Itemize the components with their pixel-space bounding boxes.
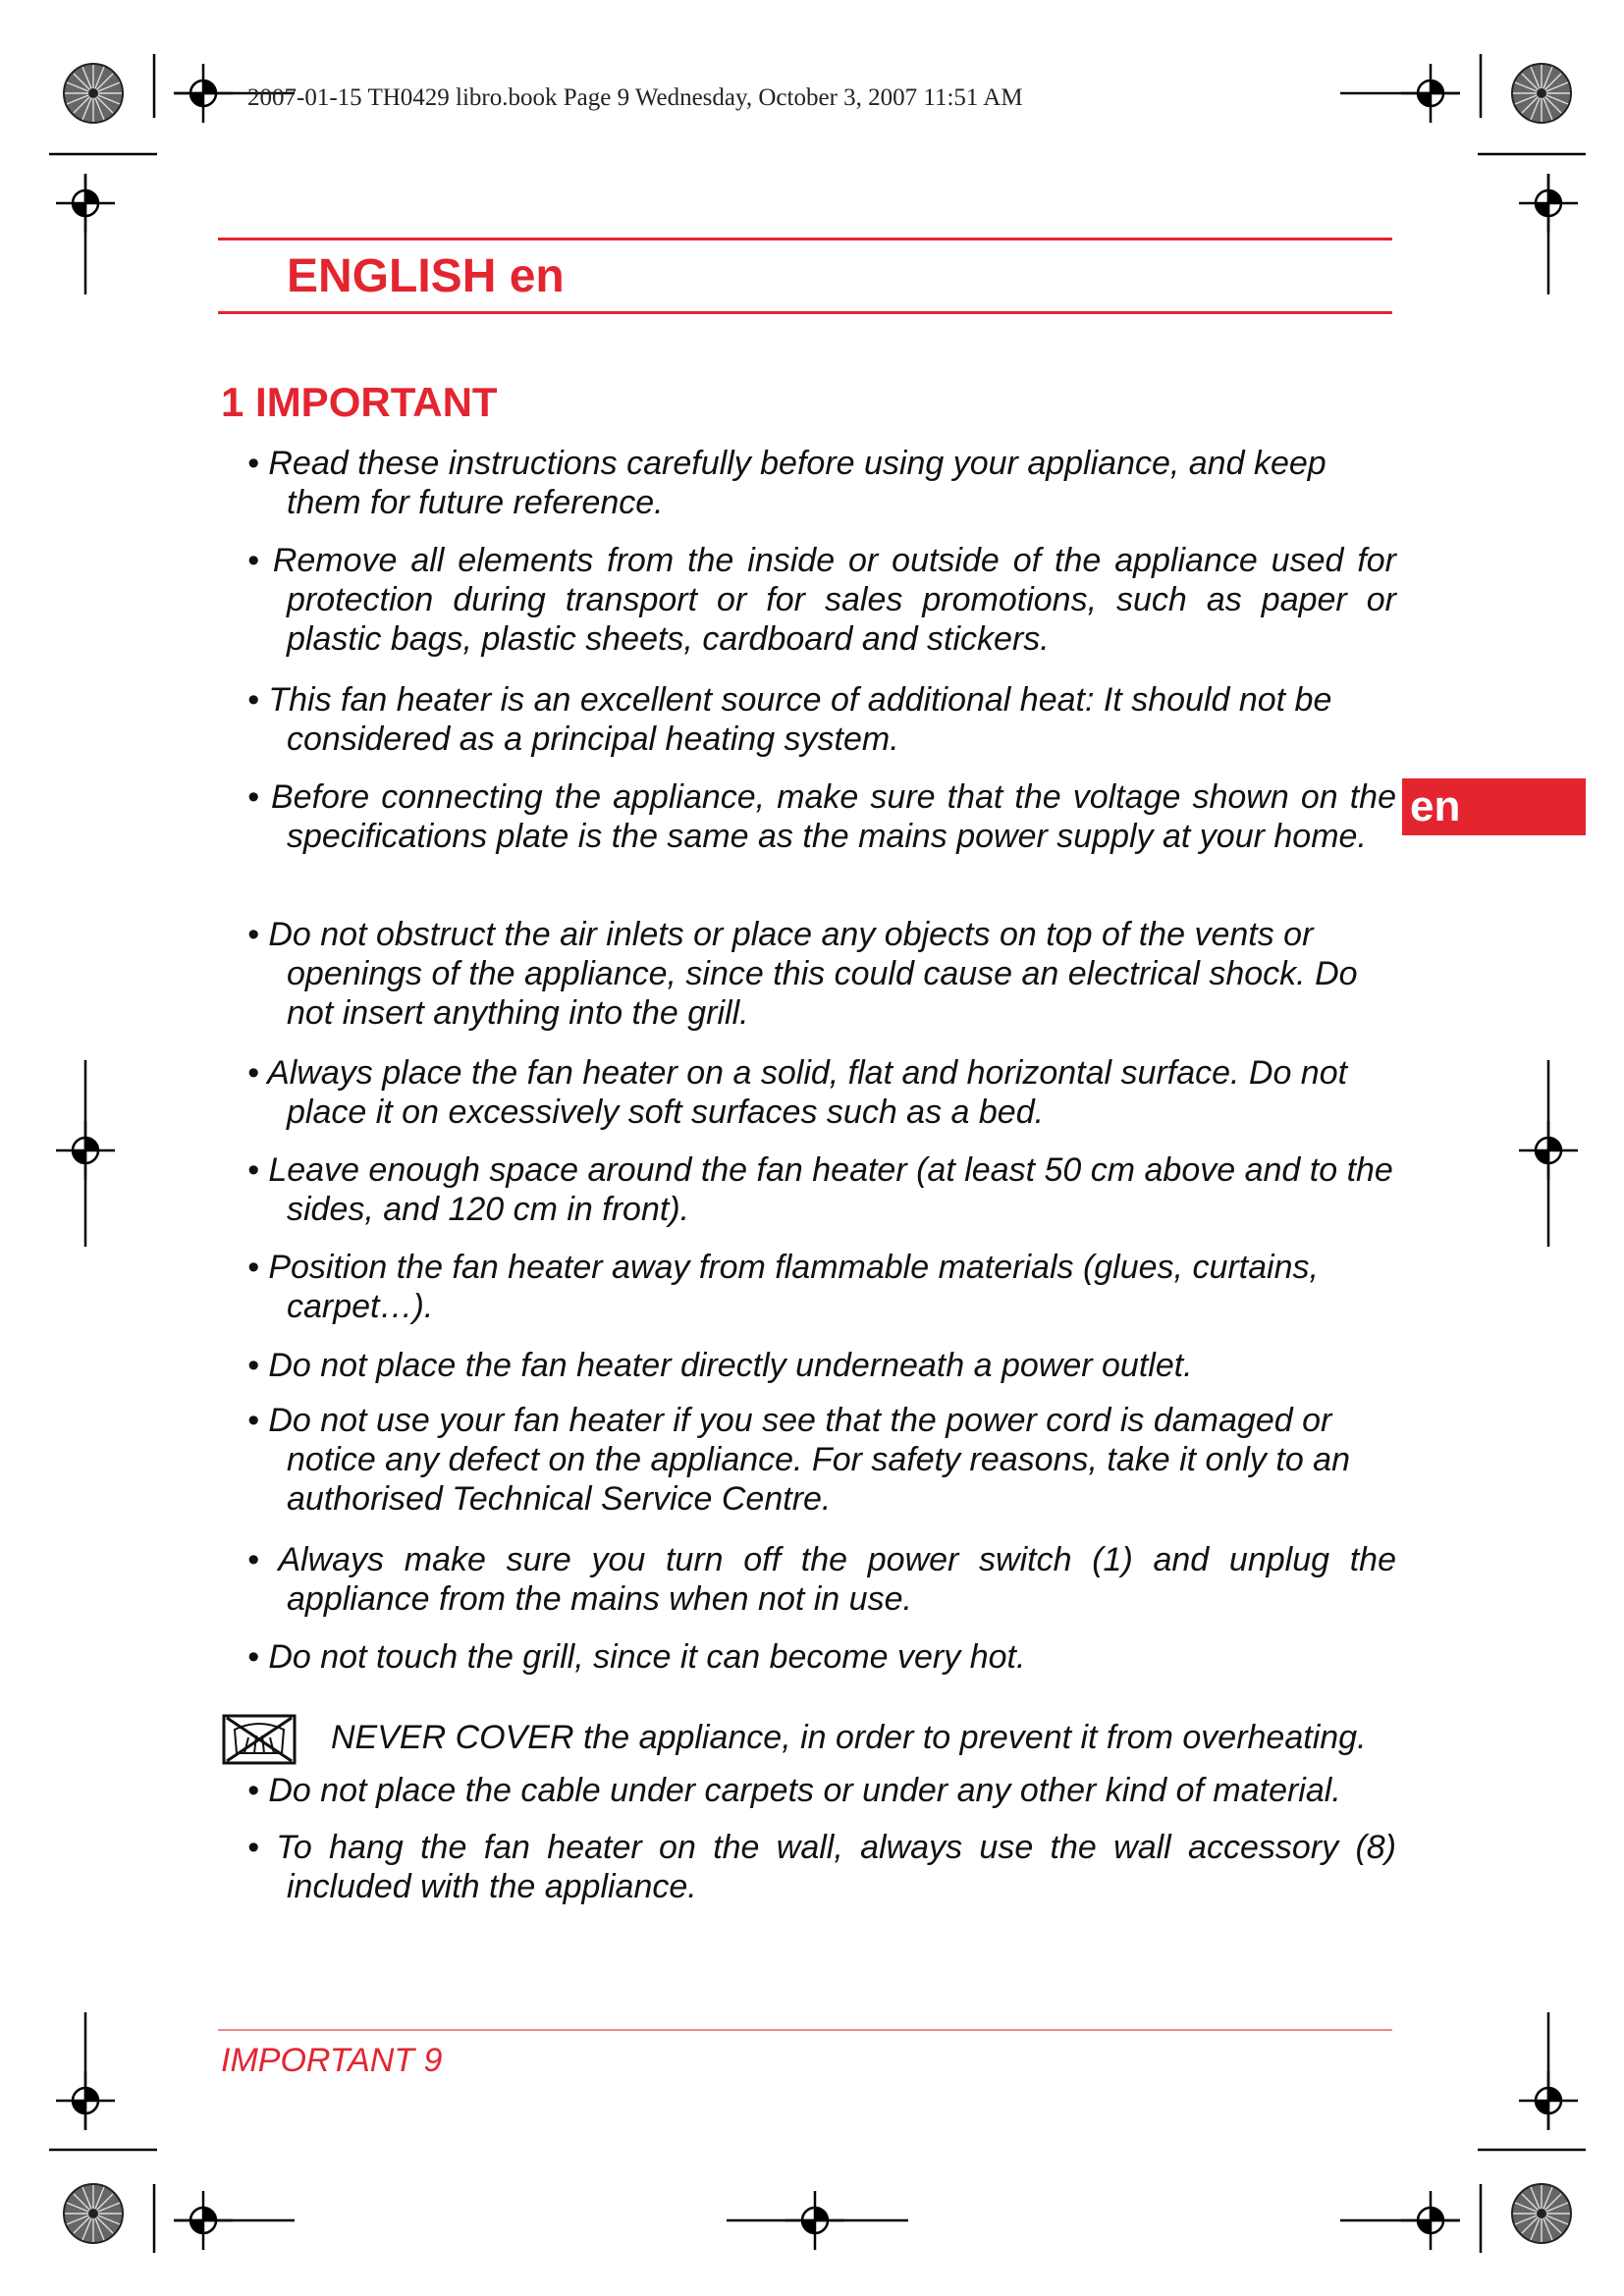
section-title: 1 IMPORTANT <box>221 379 498 425</box>
warning-text: NEVER COVER the appliance, in order to prevent it from overheating. <box>331 1719 1367 1756</box>
list-item: • Leave enough space around the fan heater (at least 50 cm above and to the sides, and 120 cm in front). <box>247 1151 1393 1228</box>
page-footer: IMPORTANT 9 <box>221 2042 443 2079</box>
print-slug: 2007-01-15 TH0429 libro.book Page 9 Wednesday, October 3, 2007 11:51 AM <box>247 84 1023 111</box>
language-title: ENGLISH en <box>287 250 565 302</box>
list-item: • Always place the fan heater on a solid, flat and horizontal surface. Do not place it on excessively soft surfaces such as a bed. <box>247 1054 1348 1131</box>
list-item: • To hang the fan heater on the wall, always use the wall accessory (8) included with the appliance. <box>247 1829 1396 1905</box>
do-not-cover-icon <box>221 1708 299 1767</box>
list-item: • Do not place the cable under carpets or under any other kind of material. <box>247 1772 1341 1809</box>
warning-note <box>221 1708 1399 1767</box>
title-rule-top <box>218 238 1392 240</box>
language-tab: en <box>1402 778 1586 835</box>
footer-rule <box>218 2029 1392 2031</box>
list-item: • Do not touch the grill, since it can become very hot. <box>247 1638 1026 1676</box>
list-item: • Position the fan heater away from flammable materials (glues, curtains, carpet…). <box>247 1249 1319 1325</box>
list-item: • Always make sure you turn off the power switch (1) and unplug the appliance from the mains when not in use. <box>247 1541 1396 1618</box>
list-item: • Do not obstruct the air inlets or place any objects on top of the vents or openings of the appliance, since this could cause an electrical shock. Do not insert anything into the grill. <box>247 916 1358 1032</box>
list-item: • Do not place the fan heater directly underneath a power outlet. <box>247 1347 1193 1384</box>
list-item: • Remove all elements from the inside or outside of the appliance used for protection during transport or for sales promotions, such as paper or plastic bags, plastic sheets, cardboard and stickers. <box>247 542 1396 658</box>
list-item: • This fan heater is an excellent source of additional heat: It should not be considered as a principal heating system. <box>247 681 1332 758</box>
title-rule-bottom <box>218 311 1392 314</box>
list-item: • Read these instructions carefully before using your appliance, and keep them for future reference. <box>247 445 1326 521</box>
list-item: • Before connecting the appliance, make sure that the voltage shown on the specifications plate is the same as the mains power supply at your home. <box>247 778 1396 855</box>
list-item: • Do not use your fan heater if you see that the power cord is damaged or notice any defect on the appliance. For safety reasons, take it only to an authorised Technical Service Centre. <box>247 1402 1350 1518</box>
